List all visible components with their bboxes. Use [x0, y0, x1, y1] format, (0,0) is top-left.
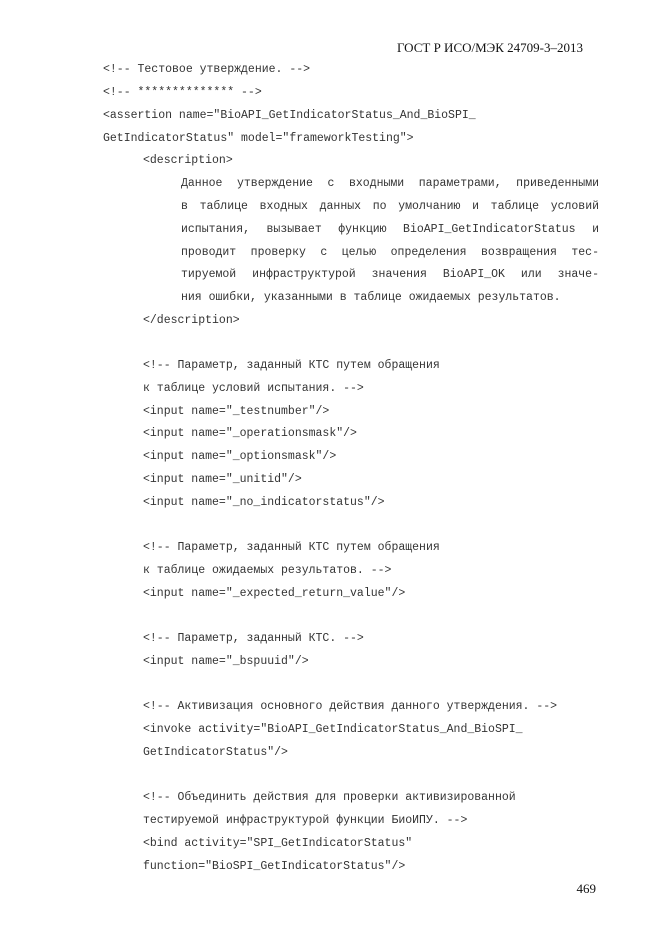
code-line: <!-- ************** -->	[103, 86, 262, 99]
code-line: к таблице ожидаемых результатов. -->	[143, 564, 392, 577]
code-line: <invoke activity="BioAPI_GetIndicatorStatus_And_BioSPI_	[143, 723, 523, 736]
description-line: Данное утверждение с входными параметрами, приведенными	[181, 177, 599, 190]
code-line: <input name="_testnumber"/>	[143, 405, 330, 418]
code-line: GetIndicatorStatus"/>	[143, 746, 288, 759]
code-line: <input name="_unitid"/>	[143, 473, 302, 486]
code-line: <input name="_no_indicatorstatus"/>	[143, 496, 385, 509]
page-number: 469	[576, 881, 596, 896]
code-line: <description>	[143, 154, 233, 167]
description-line: испытания, вызывает функцию BioAPI_GetIndicatorStatus и	[181, 223, 599, 236]
code-line: <!-- Тестовое утверждение. -->	[103, 63, 311, 76]
code-line: <bind activity="SPI_GetIndicatorStatus"	[143, 837, 413, 850]
code-line: <assertion name="BioAPI_GetIndicatorStatus_And_BioSPI_	[103, 109, 476, 122]
code-line: <input name="_operationsmask"/>	[143, 427, 357, 440]
code-line: <!-- Параметр, заданный КТС путем обращения	[143, 359, 440, 372]
description-line: ния ошибки, указанными в таблице ожидаемых результатов.	[181, 291, 561, 304]
code-line: function="BioSPI_GetIndicatorStatus"/>	[143, 860, 406, 873]
code-line: <!-- Параметр, заданный КТС. -->	[143, 632, 364, 645]
code-line: <input name="_optionsmask"/>	[143, 450, 337, 463]
code-line: <!-- Активизация основного действия данного утверждения. -->	[143, 700, 558, 713]
code-line: тестируемой инфраструктурой функции БиоИПУ. -->	[143, 814, 468, 827]
code-line: <!-- Параметр, заданный КТС путем обращения	[143, 541, 440, 554]
code-line: к таблице условий испытания. -->	[143, 382, 364, 395]
code-line: </description>	[143, 314, 240, 327]
document-header: ГОСТ Р ИСО/МЭК 24709-3–2013	[396, 40, 583, 55]
description-line: проводит проверку с целью определения возвращения тес-	[181, 246, 599, 259]
description-line: в таблице входных данных по умолчанию и таблице условий	[181, 200, 599, 213]
code-line: GetIndicatorStatus" model="frameworkTesting">	[103, 132, 414, 145]
code-line: <input name="_bspuuid"/>	[143, 655, 309, 668]
description-line: тируемой инфраструктурой значения BioAPI_OK или значе-	[181, 268, 599, 281]
code-line: <input name="_expected_return_value"/>	[143, 587, 406, 600]
code-line: <!-- Объединить действия для проверки активизированной	[143, 791, 516, 804]
